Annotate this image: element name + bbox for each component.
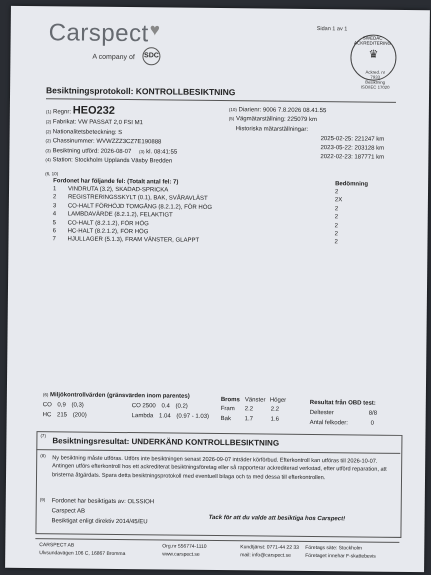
field-tag: (7) <box>40 433 46 439</box>
field-tag: (6, 10) <box>45 171 59 177</box>
hc-label: HC <box>42 412 52 419</box>
obd-header: Resultat från OBD test: <box>309 399 376 407</box>
fault-number: 5 <box>52 219 57 226</box>
parent-company-emblem-icon: SDC <box>142 47 160 65</box>
fault-grade: 2 <box>334 206 339 213</box>
fault-grade: 2 <box>334 239 338 246</box>
history-item: 2025-02-25: 221247 km <box>320 136 385 143</box>
seal-line: ISO/IEC 17020 <box>360 84 390 90</box>
footer-col-org <box>162 542 206 558</box>
field-tag: (6) <box>42 392 49 398</box>
regnr-row <box>46 104 115 117</box>
footer-line: Företaget innehar F-skattebevis <box>305 552 376 560</box>
seal-ring-text: SWEDAC ACKREDITERING <box>354 35 392 46</box>
fault-grade: 2 <box>334 214 339 221</box>
diarie-row <box>229 107 326 114</box>
co-value: 0,9 <box>57 402 66 409</box>
brakes-header: Broms <box>220 397 240 404</box>
footer-col-company <box>39 541 125 558</box>
brakes-col-right: Höger <box>269 397 287 404</box>
fault-grade: 2X <box>334 197 343 204</box>
fault-number: 6 <box>52 228 56 235</box>
field-tag: (3) <box>138 149 145 155</box>
inspected-by: Fordonet har besiktigats av: OLSSIOH <box>51 498 155 506</box>
fault-number: 4 <box>52 211 57 218</box>
co-row <box>43 402 84 408</box>
nationality-row <box>46 129 123 136</box>
odometer-value: Vägmätarställning: 225079 km <box>235 116 318 124</box>
fault-row <box>52 237 372 246</box>
chassis-value: Chassinummer: WVWZZZ3CZ7E190888 <box>52 138 162 146</box>
fault-text: VINDRUTA (3.2), SKADAD-SPRICKA <box>68 186 169 194</box>
co2500-label: CO 2500 <box>131 403 156 410</box>
page-number: Sidan 1 av 1 <box>316 26 348 33</box>
inspection-protocol-sheet <box>5 6 430 572</box>
company-of-label: A company of <box>92 53 135 62</box>
company-name: Carspect AB <box>51 508 86 515</box>
station-row <box>45 157 172 164</box>
fault-number: 2 <box>52 194 57 201</box>
hc-limit: (200) <box>72 412 87 419</box>
grade-header: Bedömning <box>335 181 369 188</box>
env-header: Miljökontrollvärden (gränsvärden inom parentes) <box>50 392 190 400</box>
obd-deltester-label: Deltester <box>309 409 334 417</box>
field-tag: (2) <box>45 138 52 144</box>
field-tag: (9) <box>39 497 46 503</box>
fault-text: CO-HALT FÖRHÖJD TOMGÅNG (8.2.1.2), FÖR HÖG <box>67 203 213 211</box>
fault-text: LAMBDAVÄRDE (8.2.1.2), FELAKTIGT <box>67 211 173 219</box>
footer-line: Org.nr 556774-1110 <box>162 543 207 550</box>
hc-value: 215 <box>56 412 68 419</box>
regnr-value: HEO232 <box>72 104 115 117</box>
fault-number: 3 <box>52 203 57 210</box>
obd-faultcodes-label: Antal felkoder: <box>309 419 348 427</box>
seal-lines <box>360 69 390 89</box>
footer-col-legal <box>305 544 376 561</box>
footer-line[interactable]: mail: info@carspect.se <box>240 552 291 559</box>
brake-row-rear <box>220 416 280 423</box>
brake-right-value: 2.2 <box>270 406 280 413</box>
fault-grade: 2 <box>334 231 338 238</box>
fault-grade: 2 <box>334 222 339 229</box>
field-tag: (2) <box>45 129 52 135</box>
fabrikat-row <box>46 119 143 126</box>
field-tag: (5) <box>228 116 235 122</box>
seal-line: Besiktning <box>365 79 386 85</box>
note-tag <box>40 453 46 459</box>
brake-left-value: 1.7 <box>244 416 254 423</box>
fault-number: 7 <box>52 236 56 243</box>
diarie-value: Diarienr: 9006 7.8.2026 08.41.55 <box>238 107 327 115</box>
inspected-tag <box>40 497 46 503</box>
brakes-col-left: Vänster <box>244 397 266 404</box>
seal-line: Ackred. nr 7933 <box>365 69 386 80</box>
odometer-history-list <box>320 135 384 163</box>
chassis-row <box>46 138 162 145</box>
crown-icon: ♛ <box>368 48 379 61</box>
history-item: 2022-02-23: 187771 km <box>320 154 385 161</box>
lambda-limit: (0.97 - 1.03) <box>176 413 210 420</box>
fault-text: CO-HALT (8.2.1.2), FÖR HÖG <box>67 220 149 227</box>
fault-grade: 2 <box>334 189 339 196</box>
hc-row <box>43 412 87 418</box>
carspect-logo: Carspect♥ <box>48 19 161 48</box>
result-note: Ny besiktning måste utföras. Utförs inte besiktningen senast 2026-09-07 inträder körförbud. Efterkontroll kan utföras till 2026-10-07. Antingen utförs efterkontroll hos ett ackrediterat besiktningsföretag eller så rapporterar ackrediterad verkstad, efter utförd reparation, att bristerna åtgärdats. Spara detta besiktningsprotokoll med eventuell bilaga och ta med dessa till efterkontrollen. <box>52 455 387 481</box>
title-divider <box>46 98 396 103</box>
fault-text: HC-HALT (8.2.1.2), FÖR HÖG <box>67 228 149 236</box>
lambda-label: Lambda <box>131 413 154 420</box>
field-tag: (4) <box>45 157 51 163</box>
fault-text: HJULLAGER (5.1.3), FRAM VÄNSTER, GLAPPT <box>67 236 200 245</box>
brake-left-value: 2.2 <box>244 406 254 413</box>
field-tag: (2) <box>45 119 52 125</box>
field-tag: (3) <box>45 148 51 154</box>
footer-line: CARSPECT AB <box>39 542 75 549</box>
lambda-value: 1.04 <box>158 413 171 420</box>
co-label: CO <box>42 402 52 409</box>
co2500-row <box>132 403 188 410</box>
brake-label: Bak <box>220 416 232 423</box>
fault-text: REGISTRERINGSSKYLT (0.1), BAK, SVÅRAVLÄST <box>67 194 208 203</box>
footer-line[interactable]: www.carspect.se <box>162 551 200 558</box>
faults-tag <box>45 171 58 177</box>
inspection-date-row <box>45 148 177 155</box>
footer-line: Ulvsundavägen 106 C, 16867 Bromma <box>39 550 126 558</box>
obd-deltester-value: 8/8 <box>368 410 378 417</box>
inspection-date: Besiktning utförd: 2026-08-07 <box>52 148 132 156</box>
document-title: Besiktningsprotokoll: KONTROLLBESIKTNING <box>46 85 236 98</box>
field-tag: (8) <box>40 453 46 459</box>
fabrikat-value: Fabrikat: VW PASSAT 2,0 FSI M1 <box>52 119 143 127</box>
obd-faultcodes-value: 0 <box>370 420 374 427</box>
footer-col-contact <box>240 543 299 560</box>
lambda-row <box>132 413 209 420</box>
heart-icon: ♥ <box>149 20 161 40</box>
odometer-row <box>229 116 317 123</box>
env-header-row <box>43 392 190 400</box>
brake-row-front <box>220 406 280 413</box>
co2500-limit: (0.2) <box>175 403 188 410</box>
regnr-label: Regnr: <box>52 109 72 116</box>
brake-label: Fram <box>220 406 235 413</box>
co2500-value: 0.4 <box>161 403 170 410</box>
faults-header: Fordonet har följande fel: (Totalt antal fel: 7) <box>53 178 179 186</box>
thanks-message: Tack för att du valde att besiktiga hos Carspect! <box>208 514 346 523</box>
certified-directive: Besiktigat enligt direktiv 2014/45/EU <box>51 518 148 526</box>
nationality-value: Nationalitetsbeteckning: S <box>52 129 123 136</box>
fault-number: 1 <box>53 186 57 193</box>
footer-line: Företags säte: Stockholm <box>305 544 363 552</box>
footer-line: Kundtjänst: 0771-44 22 33 <box>240 544 299 551</box>
field-tag: (1) <box>45 109 52 115</box>
co-limit: (0,3) <box>71 402 84 409</box>
result-tag <box>40 433 46 439</box>
history-item: 2023-05-22: 203128 km <box>320 145 385 152</box>
station-value: Station: Stockholm Upplands Väsby Bredden <box>52 157 173 165</box>
result-title: Besiktningsresultat: UNDERKÄND KONTROLLBESIKTNING <box>52 436 280 448</box>
field-tag: (10) <box>228 107 237 113</box>
inspection-time: kl. 08:41:55 <box>146 149 178 156</box>
brake-right-value: 1.6 <box>270 416 280 423</box>
odometer-history-label: Historiska mätarställningar: <box>235 126 309 133</box>
